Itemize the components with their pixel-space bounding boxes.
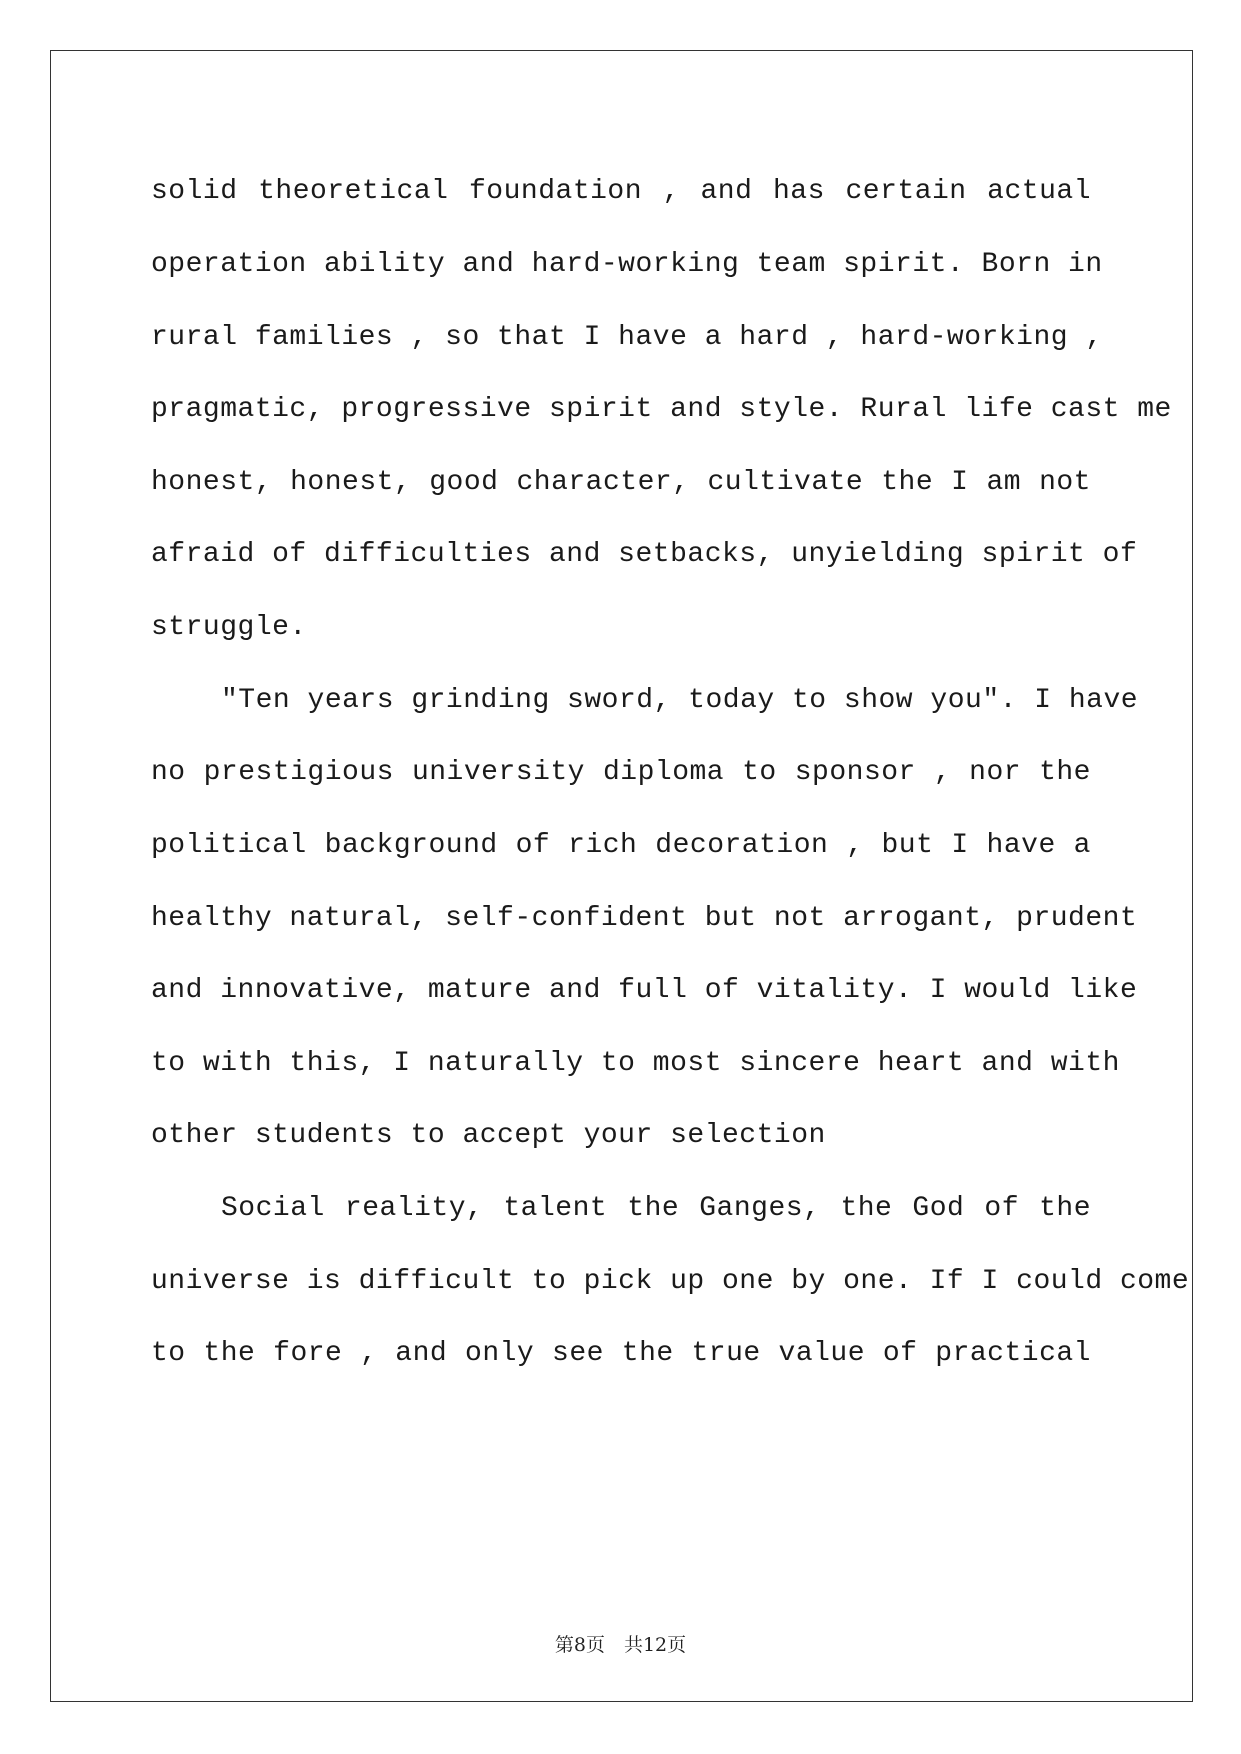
text-line: to with this, I naturally to most sincere heart and with: [151, 1048, 1120, 1079]
text-line: afraid of difficulties and setbacks, unyielding spirit of: [151, 539, 1138, 570]
text-line: to the fore , and only see the true value of practical: [151, 1338, 1091, 1369]
page-border: [50, 50, 1193, 1702]
text-line: healthy natural, self-confident but not arrogant, prudent: [151, 903, 1138, 934]
text-line: universe is difficult to pick up one by one. If I could come: [151, 1266, 1190, 1297]
page-number: 第8页 共12页: [554, 1634, 687, 1656]
text-line: solid theoretical foundation , and has certain actual: [151, 176, 1091, 207]
text-line: rural families , so that I have a hard , hard-working ,: [151, 322, 1103, 353]
text-line: political background of rich decoration , but I have a: [151, 830, 1091, 861]
text-line: no prestigious university diploma to sponsor , nor the: [151, 757, 1091, 788]
text-line: and innovative, mature and full of vitality. I would like: [151, 975, 1138, 1006]
text-line: pragmatic, progressive spirit and style. Rural life cast me: [151, 394, 1172, 425]
text-line: "Ten years grinding sword, today to show you". I have: [221, 685, 1139, 716]
text-line: struggle.: [151, 612, 307, 643]
text-line: operation ability and hard-working team spirit. Born in: [151, 249, 1103, 280]
text-line: honest, honest, good character, cultivate the I am not: [151, 467, 1091, 498]
text-line: other students to accept your selection: [151, 1120, 826, 1151]
text-line: Social reality, talent the Ganges, the God of the: [221, 1193, 1091, 1224]
